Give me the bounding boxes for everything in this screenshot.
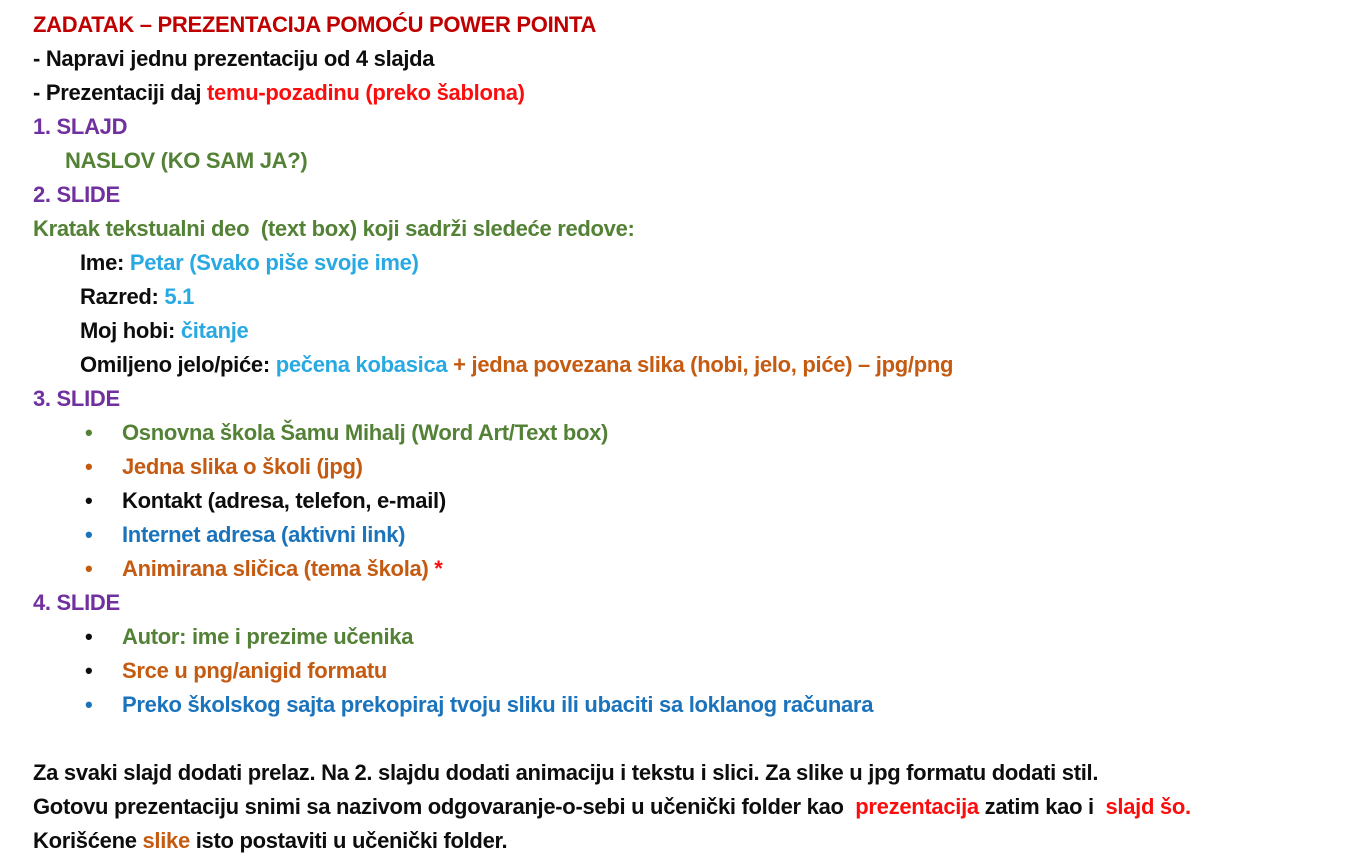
- instruction-tema: [33, 76, 1347, 110]
- text-segment: Razred:: [80, 284, 165, 309]
- text-segment: zatim kao i: [978, 794, 1106, 819]
- text-segment: Ime:: [80, 250, 130, 275]
- text-segment: ZADATAK – PREZENTACIJA POMOĆU POWER POINTA: [33, 12, 597, 37]
- slide4-bullet-2: [33, 654, 1347, 688]
- text-segment: - Prezentaciji daj: [33, 80, 208, 105]
- text-segment: Animirana sličica (tema škola): [122, 556, 435, 581]
- doc-title: [33, 8, 1347, 42]
- text-segment: Jedna slika o školi (jpg): [122, 454, 363, 479]
- text-segment: isto postaviti u učenički folder.: [189, 828, 508, 853]
- text-segment: Preko školskog sajta prekopiraj tvoju sliku ili ubaciti sa loklanog računara: [122, 692, 874, 717]
- slide4-bullet-1: [33, 620, 1347, 654]
- text-segment: Gotovu prezentaciju snimi sa nazivom odgovaranje-o-sebi u učenički folder kao: [33, 794, 856, 819]
- text-segment: čitanje: [180, 318, 249, 343]
- slide2-intro: [33, 212, 1347, 246]
- text-segment: + jedna povezana slika (hobi, jelo, piće) – jpg/png: [453, 352, 954, 377]
- text-segment: pečena kobasica: [275, 352, 454, 377]
- bullet-icon: •: [85, 522, 93, 547]
- text-segment: Internet adresa (aktivni link): [122, 522, 406, 547]
- slide2-hobi: [33, 314, 1347, 348]
- slide3-bullet-5: [33, 552, 1347, 586]
- footer-line-1: [33, 756, 1347, 790]
- heading-slide-4: [33, 586, 1347, 620]
- slide2-jelo: [33, 348, 1347, 382]
- slide3-bullet-3: [33, 484, 1347, 518]
- text-segment: 5.1: [164, 284, 195, 309]
- footer-line-2: [33, 790, 1347, 824]
- heading-slide-2: [33, 178, 1347, 212]
- text-segment: Omiljeno jelo/piće:: [80, 352, 276, 377]
- text-segment: Korišćene: [33, 828, 143, 853]
- slide3-bullet-2: [33, 450, 1347, 484]
- text-segment: Autor: ime i prezime učenika: [122, 624, 414, 649]
- heading-slajd-1: [33, 110, 1347, 144]
- slide3-bullet-1: [33, 416, 1347, 450]
- text-segment: prezentacija: [855, 794, 979, 819]
- slide2-razred: [33, 280, 1347, 314]
- text-segment: Kratak tekstualni deo (text box) koji sadrži sledeće redove:: [33, 216, 635, 241]
- bullet-icon: •: [85, 454, 93, 479]
- heading-slide-3: [33, 382, 1347, 416]
- text-segment: 1. SLAJD: [33, 114, 128, 139]
- text-segment: *: [434, 556, 443, 581]
- text-segment: Kontakt (adresa, telefon, e-mail): [122, 488, 446, 513]
- text-segment: Moj hobi:: [80, 318, 181, 343]
- bullet-icon: •: [85, 488, 93, 513]
- text-segment: 2. SLIDE: [33, 182, 120, 207]
- bullet-icon: •: [85, 692, 93, 717]
- text-segment: - Napravi jednu prezentaciju od 4 slajda: [33, 46, 435, 71]
- text-segment: Srce u png/anigid formatu: [122, 658, 388, 683]
- bullet-icon: •: [85, 556, 93, 581]
- text-segment: NASLOV (KO SAM JA?): [65, 148, 308, 173]
- blank-line: [33, 722, 1347, 756]
- bullet-icon: •: [85, 420, 93, 445]
- instruction-napravi: [33, 42, 1347, 76]
- text-segment: slike: [142, 828, 190, 853]
- slajd1-naslov: [33, 144, 1347, 178]
- text-segment: Za svaki slajd dodati prelaz. Na 2. slajdu dodati animaciju i tekstu i slici. Za slike u jpg formatu dodati stil.: [33, 760, 1099, 785]
- slide4-bullet-3: [33, 688, 1347, 722]
- text-segment: Osnovna škola Šamu Mihalj (Word Art/Text box): [122, 420, 609, 445]
- text-segment: 3. SLIDE: [33, 386, 120, 411]
- text-segment: Petar (Svako piše svoje ime): [129, 250, 419, 275]
- slide2-ime: [33, 246, 1347, 280]
- slide3-bullet-4: [33, 518, 1347, 552]
- text-segment: 4. SLIDE: [33, 590, 120, 615]
- footer-line-3: [33, 824, 1347, 858]
- text-segment: slajd šo.: [1105, 794, 1191, 819]
- bullet-icon: •: [85, 624, 93, 649]
- bullet-icon: •: [85, 658, 93, 683]
- text-segment: temu-pozadinu (preko šablona): [207, 80, 525, 105]
